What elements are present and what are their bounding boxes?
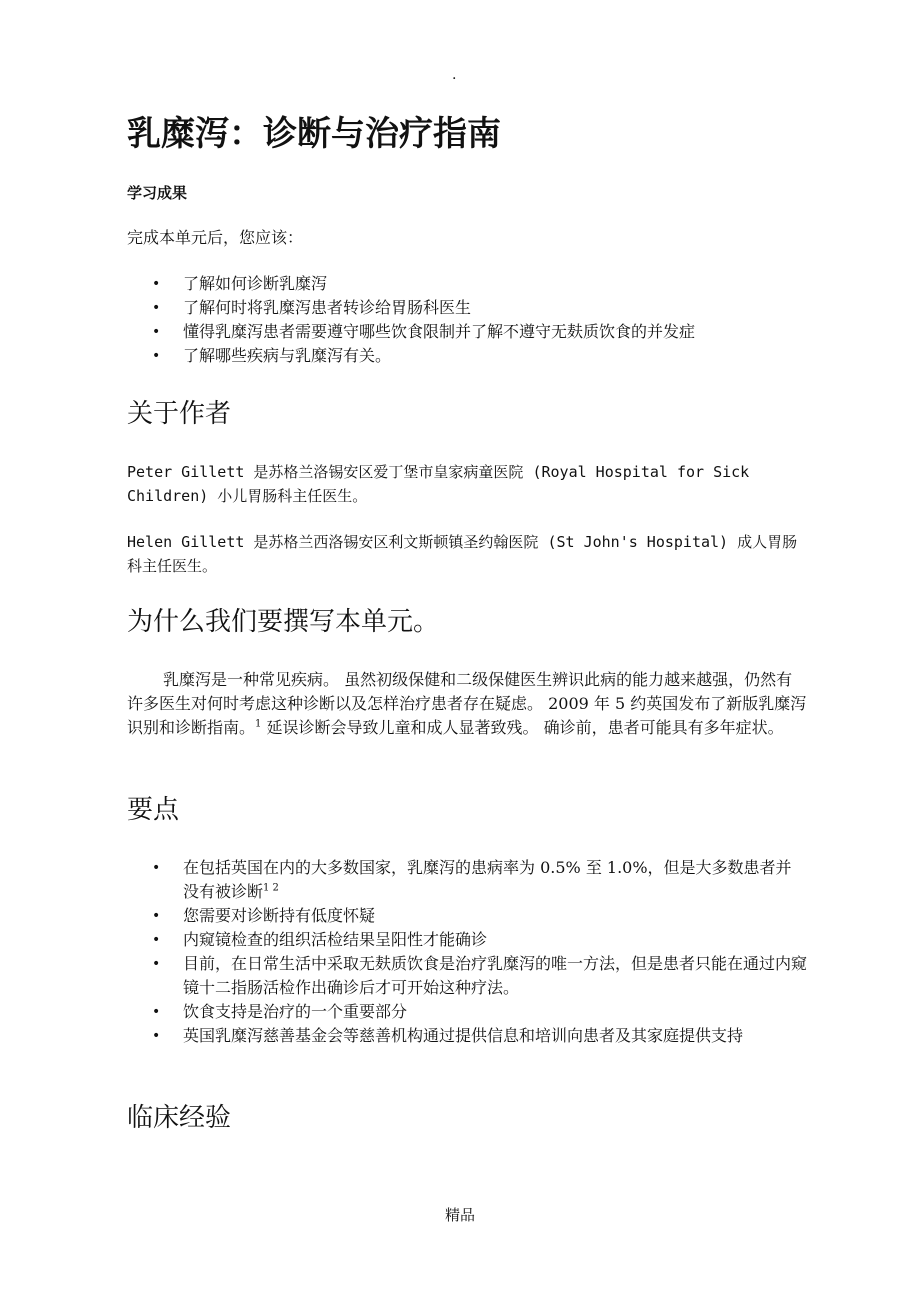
why-text-part-b: 延误诊断会导致儿童和成人显著致残。 确诊前，患者可能具有多年症状。 xyxy=(261,718,784,737)
key-point-1-text: 在包括英国在内的大多数国家，乳糜泻的患病率为 0.5% 至 1.0%，但是大多数患者并没有被诊断 xyxy=(183,858,792,901)
list-item xyxy=(127,856,807,904)
key-points-heading: 要点 xyxy=(127,795,180,825)
list-item: • 懂得乳糜泻患者需要遵守哪些饮食限制并了解不遵守无麸质饮食的并发症 xyxy=(127,320,807,344)
learning-intro: 完成本单元后，您应该： xyxy=(127,228,304,247)
author-peter-paragraph: Peter Gillett 是苏格兰洛锡安区爱丁堡市皇家病童医院 (Royal Hospital for Sick Children) 小儿胃肠科主任医生。 xyxy=(127,463,750,505)
learning-outcomes-heading: 学习成果 xyxy=(127,184,188,202)
why-paragraph xyxy=(127,668,807,740)
header-dot: . xyxy=(452,67,457,83)
footnote-ref: 1 xyxy=(255,718,262,730)
footnote-ref: 1 2 xyxy=(263,882,279,894)
clinical-experience-heading: 临床经验 xyxy=(127,1103,232,1133)
list-item: • 英国乳糜泻慈善基金会等慈善机构通过提供信息和培训向患者及其家庭提供支持 xyxy=(127,1024,807,1048)
list-item: • 目前，在日常生活中采取无麸质饮食是治疗乳糜泻的唯一方法，但是患者只能在通过内窥镜十二指肠活检作出确诊后才可开始这种疗法。 xyxy=(127,952,807,1000)
list-item: • 饮食支持是治疗的一个重要部分 xyxy=(127,1000,807,1024)
document-title: 乳糜泻：诊断与治疗指南 xyxy=(127,114,501,154)
page-footer: 精品 xyxy=(444,1206,475,1224)
list-item: • 内窥镜检查的组织活检结果呈阳性才能确诊 xyxy=(127,928,807,952)
list-item: • 您需要对诊断持有低度怀疑 xyxy=(127,904,807,928)
author-helen-paragraph: Helen Gillett 是苏格兰西洛锡安区利文斯顿镇圣约翰医院 (St John's Hospital) 成人胃肠科主任医生。 xyxy=(127,533,798,575)
learning-outcomes-list xyxy=(127,272,807,368)
about-authors-heading: 关于作者 xyxy=(127,399,232,429)
key-points-list xyxy=(127,856,807,1048)
why-written-heading: 为什么我们要撰写本单元。 xyxy=(127,607,440,637)
list-item: • 了解何时将乳糜泻患者转诊给胃肠科医生 xyxy=(127,296,807,320)
list-item: • 了解如何诊断乳糜泻 xyxy=(127,272,807,296)
why-text-part-a: 乳糜泻是一种常见疾病。 虽然初级保健和二级保健医生辨识此病的能力越来越强，仍然有许多医生对何时考虑这种诊断以及怎样治疗患者存在疑虑。 2009 年 5 约英国发布了新版乳糜泻识别和诊断指南。 xyxy=(127,670,807,737)
list-item: • 了解哪些疾病与乳糜泻有关。 xyxy=(127,344,807,368)
